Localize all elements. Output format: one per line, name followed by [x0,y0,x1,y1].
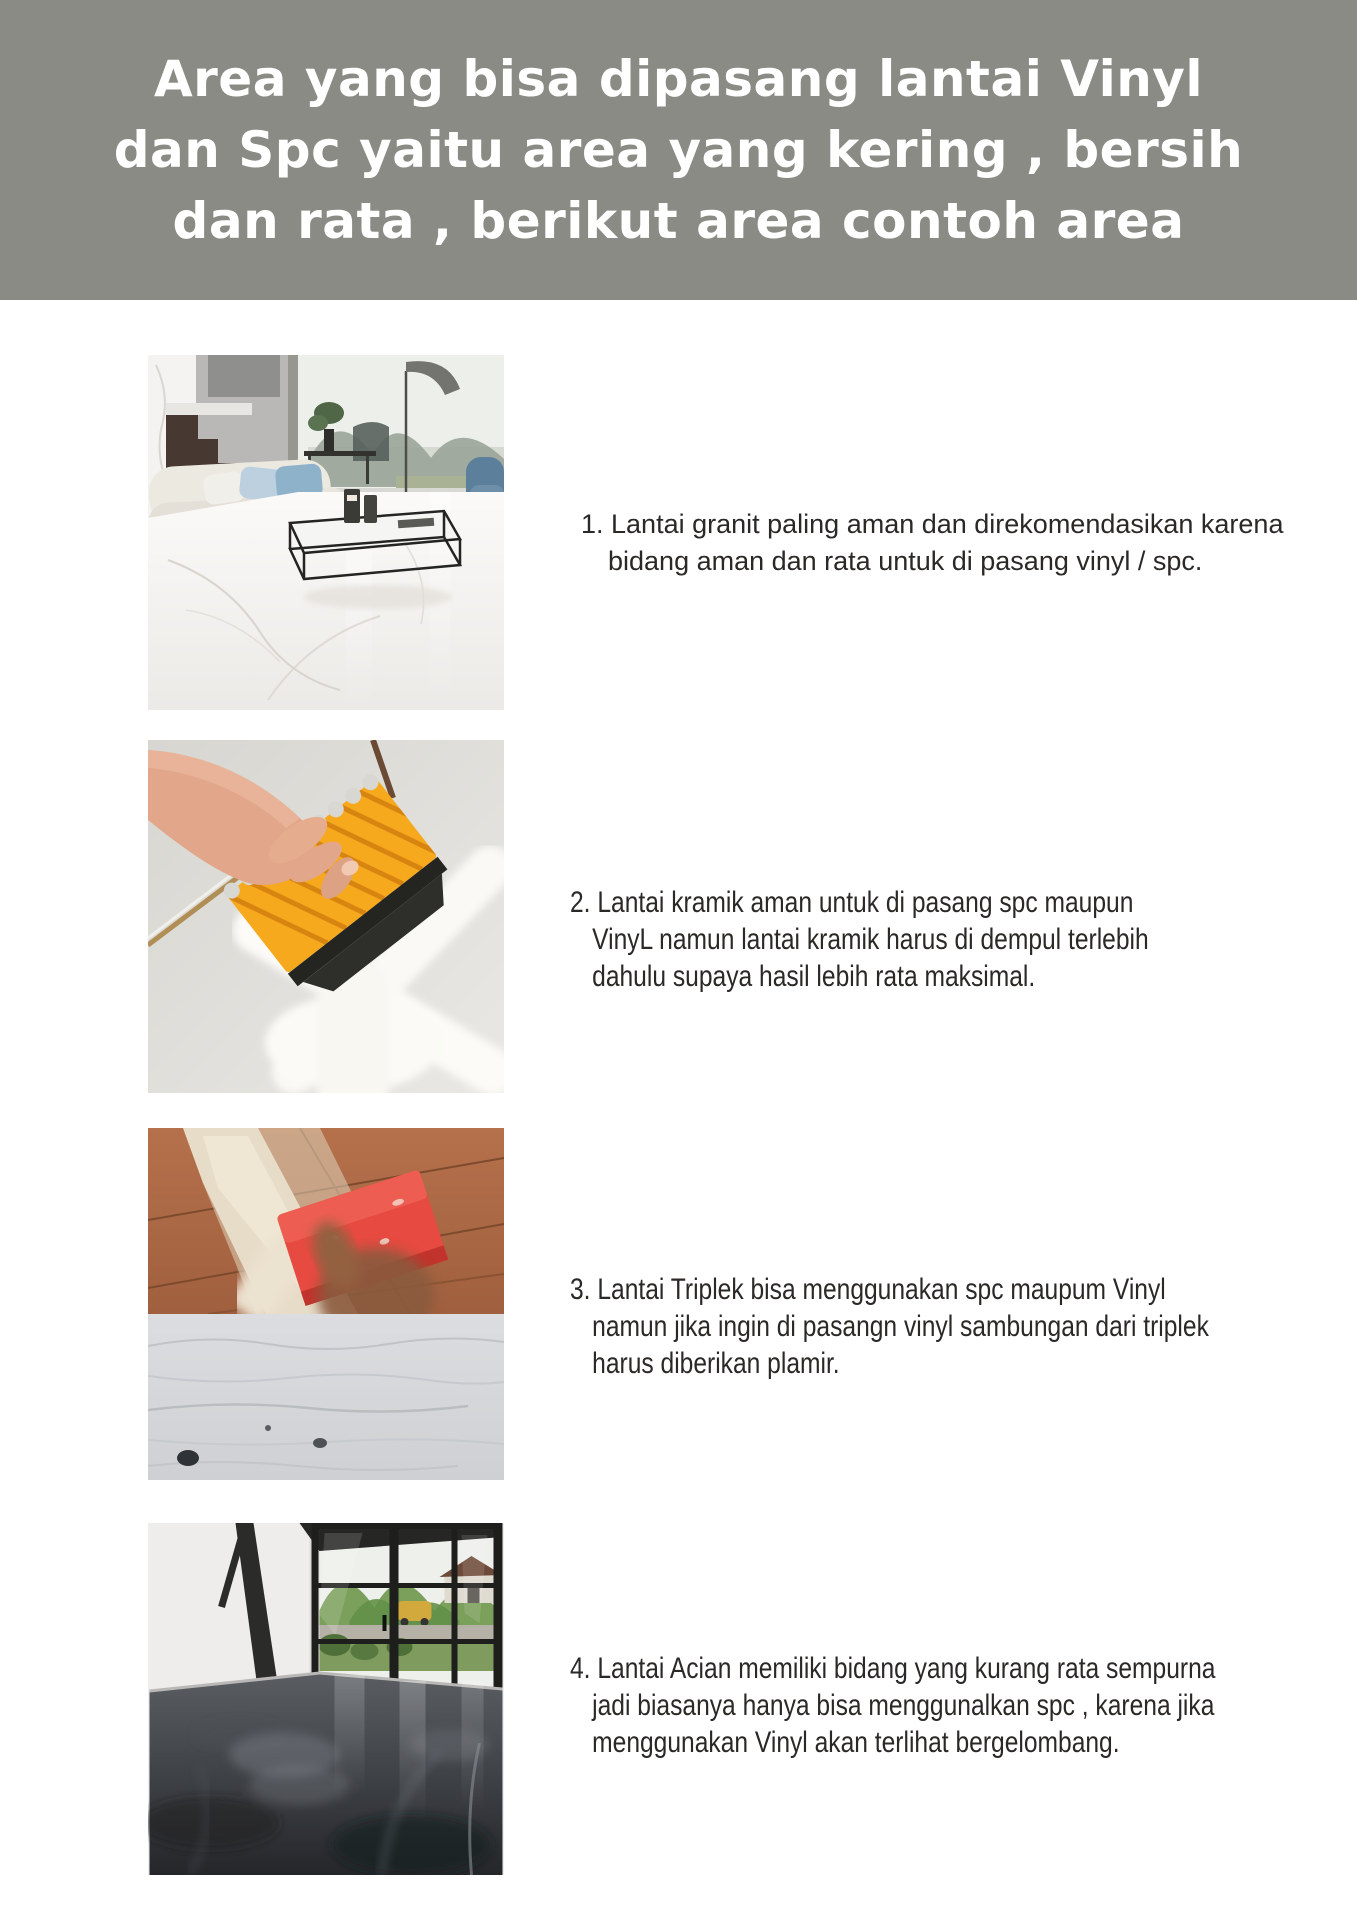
caption-line: VinyL namun lantai kramik harus di dempul terlebih [592,923,1149,956]
caption-line: namun jika ingin di pasangn vinyl sambungan dari triplek [592,1310,1209,1343]
caption-line: 4. Lantai Acian memiliki bidang yang kurang rata sempurna [570,1652,1216,1685]
caption-item-4 [570,1650,1215,1761]
photo-plywood-plamir [148,1128,504,1480]
caption-item-3 [570,1271,1209,1382]
caption-line: menggunakan Vinyl akan terlihat bergelombang. [592,1726,1120,1759]
caption-line: bidang aman dan rata untuk di pasang vinyl / spc. [608,546,1203,576]
putty-trowel-illustration [148,740,504,1093]
acian-floor-illustration [148,1523,504,1875]
caption-line: 2. Lantai kramik aman untuk di pasang spc maupun [570,886,1134,919]
caption-item-2 [570,884,1149,995]
caption-line: jadi biasanya hanya bisa menggunalkan spc , karena jika [592,1689,1215,1722]
header-title-line-3: dan rata , berikut area contoh area [172,192,1185,250]
caption-line: 1. Lantai granit paling aman dan direkomendasikan karena [581,509,1284,539]
photo-granite-floor-living-room [148,355,504,710]
header-title-line-2: dan Spc yaitu area yang kering , bersih [113,121,1244,179]
granite-floor-illustration [148,355,504,710]
caption-line: 3. Lantai Triplek bisa menggunakan spc maupum Vinyl [570,1273,1166,1306]
caption-item-1 [581,506,1283,580]
photo-ceramic-putty-trowel [148,740,504,1093]
photo-acian-concrete-floor [148,1523,504,1875]
plywood-plamir-illustration [148,1128,504,1480]
header-banner [0,0,1357,300]
caption-line: harus diberikan plamir. [592,1347,840,1380]
caption-line: dahulu supaya hasil lebih rata maksimal. [592,960,1036,993]
header-title-line-1: Area yang bisa dipasang lantai Vinyl [153,50,1204,108]
